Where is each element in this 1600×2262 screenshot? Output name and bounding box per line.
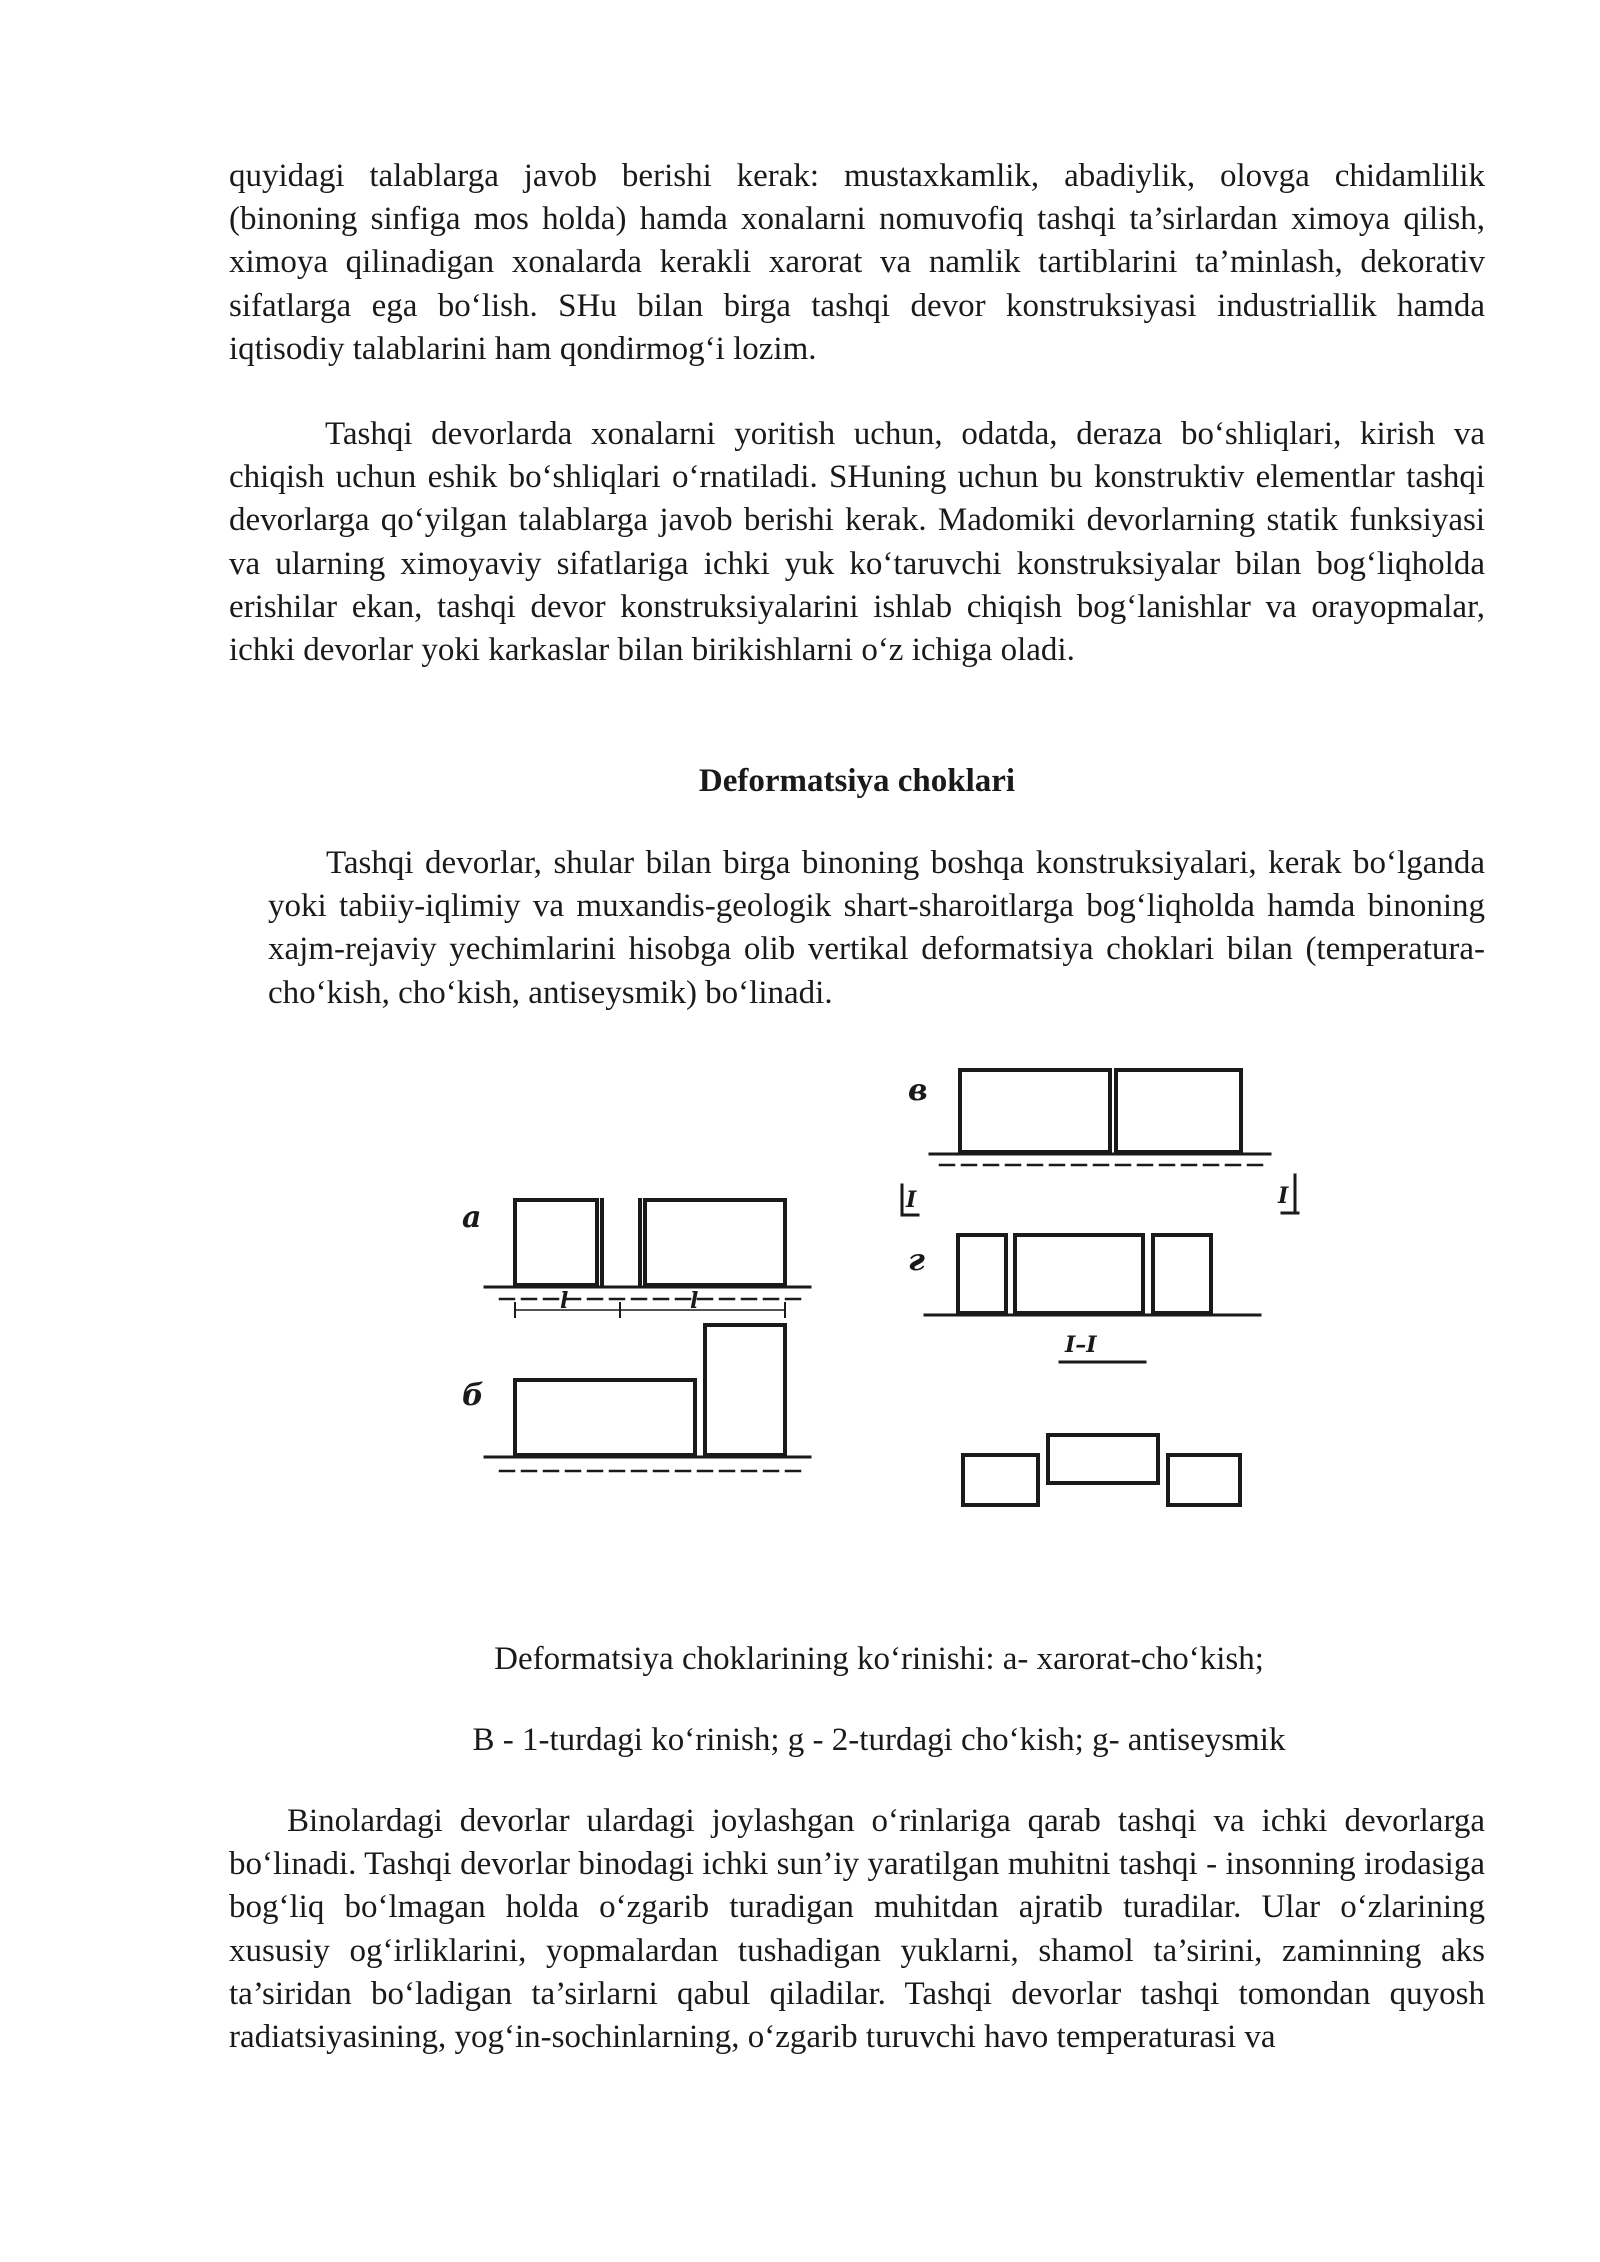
figure-label-b: б xyxy=(462,1378,484,1413)
figure-v-group xyxy=(930,1070,1270,1165)
figure-caption-line-1: Deformatsiya choklarining ko‘rinishi: a- xarorat-cho‘kish; xyxy=(494,1641,1264,1677)
figure-g-block-left xyxy=(958,1235,1006,1313)
section-block-right xyxy=(1168,1455,1240,1505)
figure-label-g: г xyxy=(908,1243,925,1278)
deformation-joints-figure xyxy=(440,1055,1340,1525)
section-heading: Deformatsiya choklari xyxy=(698,763,1016,799)
figure-label-v: в xyxy=(908,1073,928,1108)
figure-b-group xyxy=(485,1325,810,1471)
figure-label-cut-right: I xyxy=(1278,1183,1289,1209)
figure-v-block-right xyxy=(1116,1070,1241,1152)
figure-a-block-left xyxy=(515,1200,597,1285)
paragraph-3: Tashqi devorlar, shular bilan birga binoning boshqa konstruksiyalari, kerak bo‘lganda yoki tabiiy-iqlimiy va muxandis-geologik shart-sharoitlarga bog‘liqholda hamda binoning xajm-rejaviy yechimlarini hisobga olib vertikal deformatsiya choklari bilan (temperatura-cho‘kish, cho‘kish, antiseysmik) bo‘linadi. xyxy=(268,845,1485,1011)
figure-caption-line-2: B - 1-turdagi ko‘rinish; g - 2-turdagi cho‘kish; g- antiseysmik xyxy=(472,1722,1286,1758)
figure-label-cut-left: I xyxy=(906,1187,917,1213)
figure-g-block-right xyxy=(1153,1235,1211,1313)
paragraph-2: Tashqi devorlarda xonalarni yoritish uchun, odatda, deraza bo‘shliqlari, kirish va chiqish uchun eshik bo‘shliqlari o‘rnatiladi. SHuning uchun bu konstruktiv elementlar tashqi devorlarga qo‘yilgan talablarga javob berishi kerak. Madomiki devorlarning statik funksiyasi va ularning ximoyaviy sifatlariga ichki yuk ko‘taruvchi konstruksiyalar bilan bog‘liqholda erishilar ekan, tashqi devor konstruksiyalarini ishlab chiqish bog‘lanishlar va orayopmalar, ichki devorlar yoki karkaslar bilan birikishlarni o‘z ichiga oladi. xyxy=(229,416,1485,669)
figure-label-a: a xyxy=(462,1200,482,1235)
section-i-i-group xyxy=(963,1362,1240,1505)
section-cut-markers xyxy=(902,1175,1298,1215)
section-block-middle xyxy=(1048,1435,1158,1483)
figure-label-section: I–I xyxy=(1065,1332,1097,1358)
paragraph-4: Binolardagi devorlar ulardagi joylashgan o‘rinlariga qarab tashqi va ichki devorlarga bo‘linadi. Tashqi devorlar binodagi ichki sun’iy yaratilgan muhitni tashqi - insonning irodasiga bog‘liq bo‘lmagan holda o‘zgarib turadigan muhitdan ajratib turadilar. Ular o‘zlarining xususiy og‘irliklarini, yopmalardan tushadigan yuklarni, shamol ta’sirini, zaminning aks ta’siridan bo‘ladigan ta’sirlarni qabul qiladilar. Tashqi devorlar tashqi tomondan quyosh radiatsiyasining, yog‘in-sochinlarning, o‘zgarib turuvchi havo temperaturasi va xyxy=(229,1803,1485,2056)
figure-b-block-low xyxy=(515,1380,695,1455)
figure-a-block-right xyxy=(645,1200,785,1285)
paragraph-1: quyidagi talablarga javob berishi kerak: mustaxkamlik, abadiylik, olovga chidamlilik (binoning sinfiga mos holda) hamda xonalarni nomuvofiq tashqi ta’sirlardan ximoya qilish, ximoya qilinadigan xonalarda kerakli xarorat va namlik tartiblarini ta’minlash, dekorativ sifatlarga ega bo‘lish. SHu bilan birga tashqi devor konstruksiyasi industriallik hamda iqtisodiy talablarini ham qondirmog‘i lozim. xyxy=(229,158,1485,367)
figure-g-group xyxy=(925,1235,1260,1315)
figure-v-block-left xyxy=(960,1070,1110,1152)
figure-a-group xyxy=(485,1200,810,1317)
figure-label-l-right: l xyxy=(690,1288,699,1314)
section-block-left xyxy=(963,1455,1038,1505)
figure-label-l-left: l xyxy=(560,1288,569,1314)
figure-g-block-middle xyxy=(1015,1235,1143,1313)
figure-b-block-high xyxy=(705,1325,785,1455)
